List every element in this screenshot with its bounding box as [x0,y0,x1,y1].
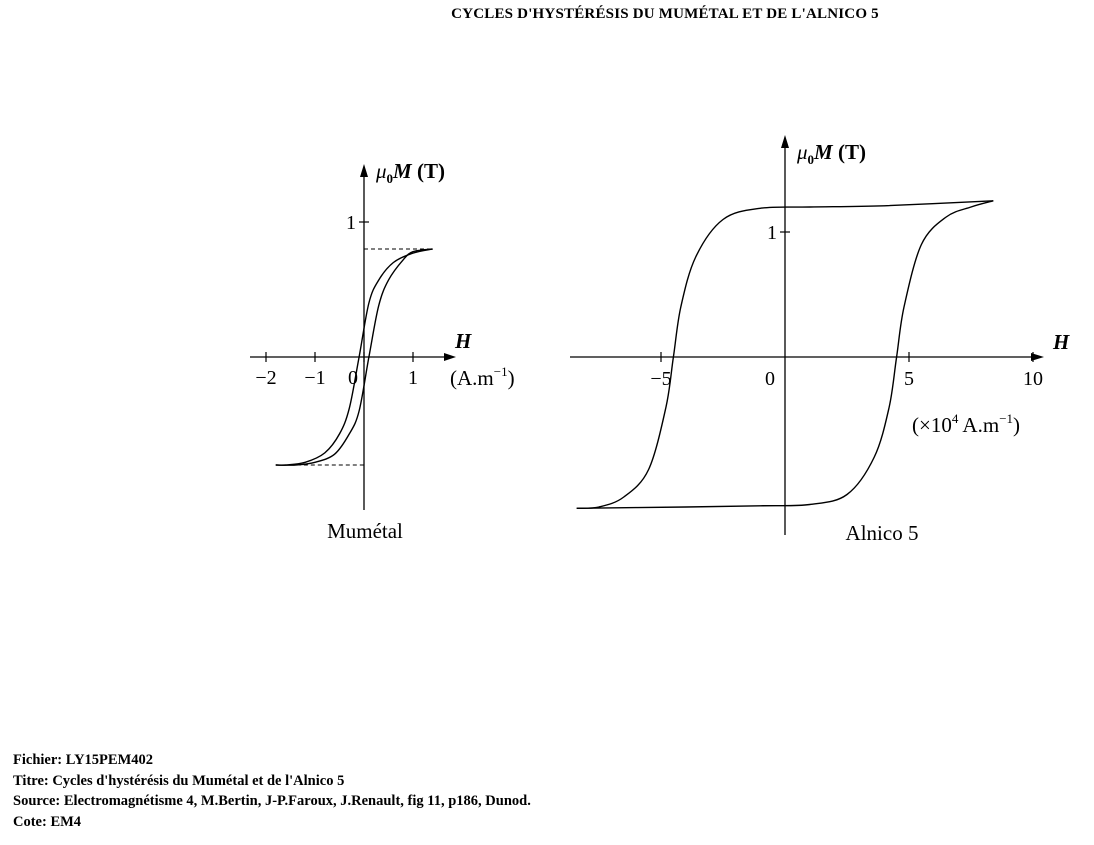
alnico-y-label: $\mu_0M$ (T) [797,140,866,167]
mumetal-y-arrow [360,164,368,177]
alnico-x-tick-label: 10 [1023,368,1043,390]
mumetal-y-tick-label: 1 [346,212,356,234]
mumetal-x-tick-label: 1 [408,367,418,389]
alnico-x-tick-label: −5 [650,368,672,390]
figure-cote: Cote: EM4 [13,813,82,830]
mumetal-x-unit: $(A.m^{-1})$ [450,364,515,390]
mumetal-x-label: H [455,329,472,353]
alnico-y-arrow [781,135,789,148]
figure-title: Titre: Cycles d'hystérésis du Mumétal et de l'Alnico 5 [13,772,345,789]
alnico-x-tick-label: 5 [904,368,914,390]
mumetal-y-label: $\mu_0M$ (T) [376,159,445,186]
figure-source: Source: Electromagnétisme 4, M.Bertin, J-P.Faroux, J.Renault, fig 11, p186, Dunod. [13,793,531,809]
alnico-x-unit: ($\times 10^4$ $A.m^{-1}$) [912,411,1021,437]
mumetal-x-tick-label: −1 [304,367,326,389]
page-title: CYCLES D'HYSTÉRÉSIS DU MUMÉTAL ET DE L'ALNICO 5 [451,6,879,22]
mumetal-chart [250,159,515,543]
source-info [13,750,531,832]
mumetal-caption: Mumétal [327,519,403,543]
mumetal-x-arrow [444,353,456,361]
mumetal-x-tick-label: −2 [255,367,277,389]
mumetal-x-tick-label: 0 [348,367,358,389]
file-name: Fichier: LY15PEM402 [13,752,154,768]
alnico-y-tick-label: 1 [767,222,777,244]
alnico-chart [570,135,1070,545]
alnico-origin-label: 0 [765,368,775,390]
alnico-x-label: H [1053,330,1070,354]
alnico-caption: Alnico 5 [845,521,919,545]
